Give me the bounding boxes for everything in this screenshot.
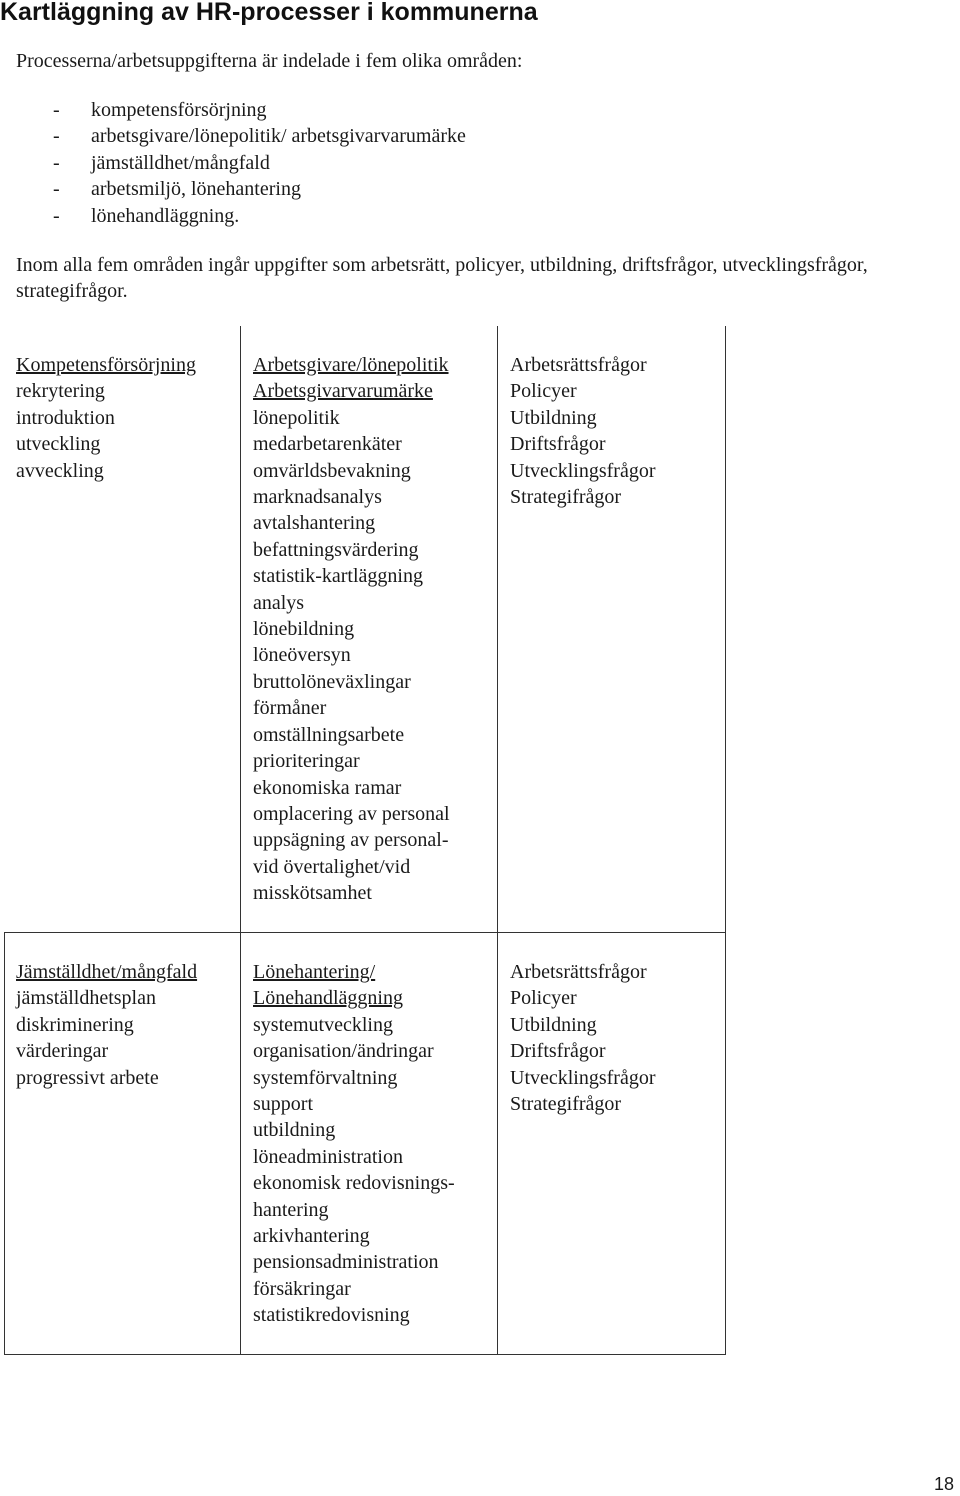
cell-item: omvärldsbevakning <box>253 459 411 482</box>
cell-item: prioriteringar <box>253 750 360 773</box>
cell-item: uppsägning av personal- <box>253 829 449 852</box>
table-divider <box>240 932 241 1355</box>
cell-item: värderingar <box>16 1040 109 1063</box>
cell-item: hantering <box>253 1198 329 1221</box>
cell-item: försäkringar <box>253 1277 351 1300</box>
cell-item: misskötsamhet <box>253 882 372 905</box>
cell-item: Strategifrågor <box>510 486 622 509</box>
cell-item: Utbildning <box>510 1013 597 1036</box>
cell-item: arkivhantering <box>253 1225 370 1248</box>
cell-item: förmåner <box>253 697 327 720</box>
cell-item: pensionsadministration <box>253 1251 439 1274</box>
table-divider <box>725 932 726 1355</box>
intro-text: Processerna/arbetsuppgifterna är indelade i fem olika områden: <box>16 50 523 72</box>
scope-paragraph: Inom alla fem områden ingår uppgifter som arbetsrätt, policyer, utbildning, driftsfrågor, utvecklingsfrågor, strategifrågor. <box>16 254 868 303</box>
cell-heading: Arbetsgivarvarumärke <box>253 380 433 403</box>
cell-heading: Jämställdhet/mångfald <box>16 961 198 983</box>
list-item: - lönehandläggning. <box>16 203 466 229</box>
list-item: - arbetsmiljö, lönehantering <box>16 176 466 202</box>
cell-item: statistikredovisning <box>253 1304 410 1327</box>
table-divider <box>240 326 241 932</box>
cell-general-questions <box>510 959 656 1117</box>
cell-heading: Kompetensförsörjning <box>16 354 196 376</box>
list-dash: - <box>53 178 60 201</box>
cell-item: systemförvaltning <box>253 1066 398 1089</box>
cell-item: omplacering av personal <box>253 802 450 825</box>
cell-item: Policyer <box>510 987 577 1010</box>
cell-item: Strategifrågor <box>510 1093 622 1116</box>
document-title: Kartläggning av HR-processer i kommunerna <box>0 0 538 26</box>
cell-item: organisation/ändringar <box>253 1040 434 1063</box>
cell-item: löneadministration <box>253 1145 403 1168</box>
cell-item: jämställdhetsplan <box>16 987 156 1010</box>
cell-heading: Arbetsgivare/lönepolitik <box>253 354 449 376</box>
cell-item: utveckling <box>16 433 101 456</box>
cell-arbetsgivare-lonepolitik <box>253 352 450 907</box>
cell-item: Utvecklingsfrågor <box>510 459 656 482</box>
cell-item: omställningsarbete <box>253 723 405 746</box>
cell-item: lönebildning <box>253 618 355 641</box>
cell-item: Policyer <box>510 380 577 403</box>
cell-item: vid övertalighet/vid <box>253 855 411 878</box>
table-divider <box>4 932 726 933</box>
cell-item: Arbetsrättsfrågor <box>510 354 647 376</box>
cell-heading: Lönehantering/ <box>253 961 376 983</box>
cell-item: löneöversyn <box>253 644 351 667</box>
cell-item: progressivt arbete <box>16 1066 159 1089</box>
cell-item: befattningsvärdering <box>253 538 419 561</box>
cell-item: diskriminering <box>16 1013 134 1036</box>
list-dash: - <box>53 204 60 227</box>
page-number: 18 <box>933 1474 954 1494</box>
cell-item: lönepolitik <box>253 406 340 429</box>
cell-item: Utvecklingsfrågor <box>510 1066 656 1089</box>
table-divider <box>497 932 498 1355</box>
cell-item: statistik-kartläggning <box>253 565 423 588</box>
cell-jamstalldhet-mangfald <box>16 959 197 1091</box>
cell-item: systemutveckling <box>253 1013 393 1036</box>
list-item: - jämställdhet/mångfald <box>16 150 466 176</box>
list-item: - kompetensförsörjning <box>16 97 466 123</box>
list-dash: - <box>53 125 60 148</box>
cell-item: ekonomisk redovisnings- <box>253 1172 455 1195</box>
cell-item: medarbetarenkäter <box>253 433 402 456</box>
table-divider <box>497 326 498 932</box>
table-divider <box>4 1354 726 1355</box>
cell-item: introduktion <box>16 406 115 429</box>
cell-item: utbildning <box>253 1119 336 1142</box>
cell-kompetensforsorjning <box>16 352 196 484</box>
cell-general-questions <box>510 352 656 510</box>
cell-item: bruttolöneväxlingar <box>253 670 411 693</box>
list-dash: - <box>53 151 60 174</box>
cell-item: avveckling <box>16 459 104 482</box>
cell-item: Arbetsrättsfrågor <box>510 961 647 983</box>
area-list <box>16 97 466 229</box>
cell-item: rekrytering <box>16 380 105 403</box>
cell-item: marknadsanalys <box>253 486 382 509</box>
table-divider <box>4 932 5 1355</box>
list-dash: - <box>53 99 60 121</box>
cell-item: ekonomiska ramar <box>253 776 402 799</box>
cell-item: Driftsfrågor <box>510 433 606 456</box>
cell-heading: Lönehandläggning <box>253 987 403 1010</box>
cell-item: Utbildning <box>510 406 597 429</box>
cell-lonehantering <box>253 959 455 1329</box>
cell-item: support <box>253 1093 313 1116</box>
list-item: - arbetsgivare/lönepolitik/ arbetsgivarvarumärke <box>16 123 466 149</box>
cell-item: Driftsfrågor <box>510 1040 606 1063</box>
table-divider <box>725 326 726 932</box>
cell-item: avtalshantering <box>253 512 376 535</box>
cell-item: analys <box>253 591 305 614</box>
